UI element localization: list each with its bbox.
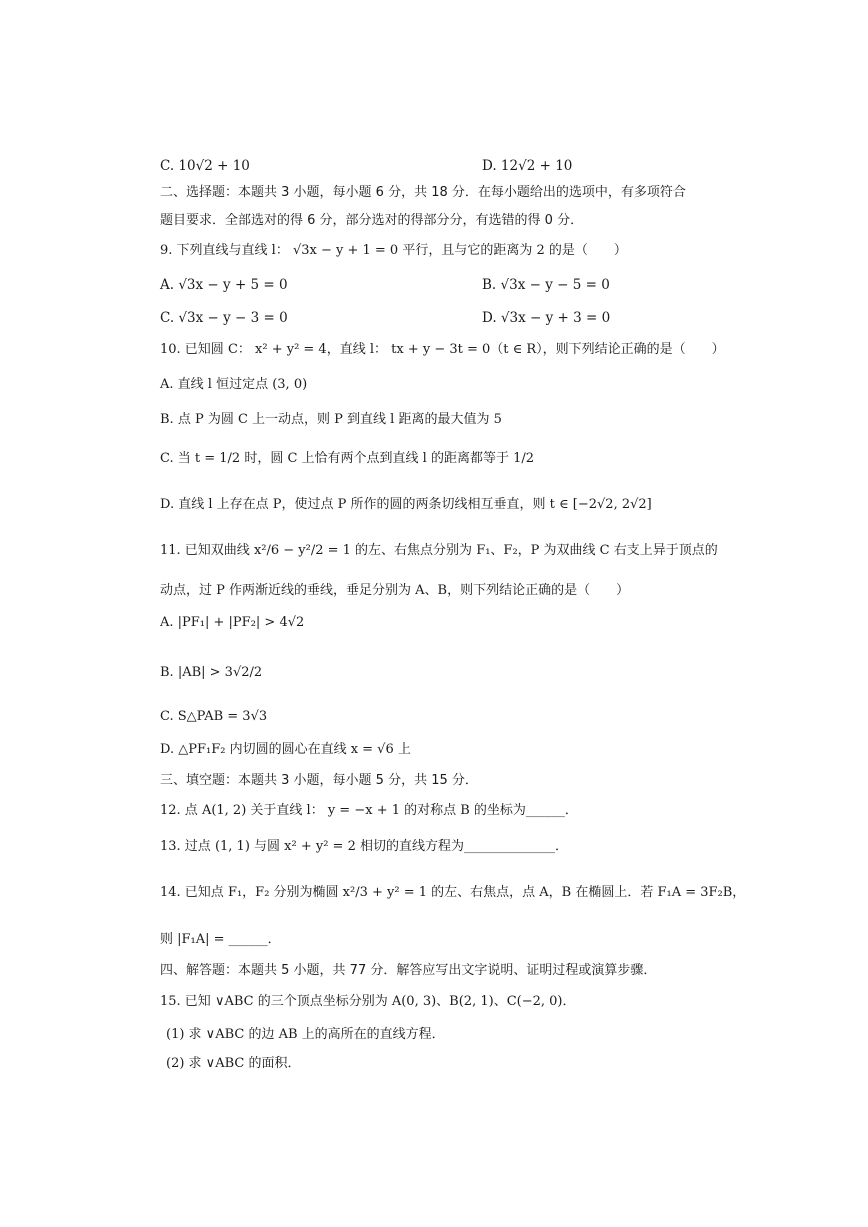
question-15: 15. 已知 ∨ABC 的三个顶点坐标分别为 A(0, 3)、B(2, 1)、C(−2, 0)． <box>160 994 576 1009</box>
question-9: 9. 下列直线与直线 l： √3x − y + 1 = 0 平行，且与它的距离为 2 的是（ ） <box>160 243 627 258</box>
option-d-q10: D. 直线 l 上存在点 P，使过点 P 所作的圆的两条切线相互垂直，则 t ∈ [−2√2, 2√2] <box>160 497 652 512</box>
question-11-cont: 动点，过 P 作两渐近线的垂线，垂足分别为 A、B，则下列结论正确的是（ ） <box>160 583 630 598</box>
section-3-header: 三、填空题：本题共 3 小题，每小题 5 分，共 15 分． <box>160 773 478 788</box>
section-2-header-cont: 题目要求．全部选对的得 6 分，部分选对的得部分分，有选错的得 0 分． <box>160 213 584 228</box>
question-13: 13. 过点 (1, 1) 与圆 x² + y² = 2 相切的直线方程为______________． <box>160 839 568 854</box>
question-14: 14. 已知点 F₁，F₂ 分别为椭圆 x²/3 + y² = 1 的左、右焦点，点 A，B 在椭圆上．若 F₁A = 3F₂B， <box>160 885 746 900</box>
option-c-q10: C. 当 t = 1/2 时，圆 C 上恰有两个点到直线 l 的距离都等于 1/2 <box>160 451 535 466</box>
question-11: 11. 已知双曲线 x²/6 − y²/2 = 1 的左、右焦点分别为 F₁、F₂，P 为双曲线 C 右支上异于顶点的 <box>160 543 718 558</box>
option-a-q10: A. 直线 l 恒过定点 (3, 0) <box>160 377 308 392</box>
question-12: 12. 点 A(1, 2) 关于直线 l： y = −x + 1 的对称点 B 的坐标为______． <box>160 803 578 818</box>
question-15-part-2: (2) 求 ∨ABC 的面积． <box>166 1056 301 1071</box>
question-10: 10. 已知圆 C： x² + y² = 4，直线 l： tx + y − 3t = 0（t ∈ R），则下列结论正确的是（ ） <box>160 342 725 357</box>
option-d-q11: D. △PF₁F₂ 内切圆的圆心在直线 x = √6 上 <box>160 742 411 757</box>
question-15-part-1: (1) 求 ∨ABC 的边 AB 上的高所在的直线方程． <box>166 1027 445 1042</box>
section-4-header: 四、解答题：本题共 5 小题，共 77 分．解答应写出文字说明、证明过程或演算步骤． <box>160 963 657 978</box>
option-c-q11: C. S△PAB = 3√3 <box>160 709 268 724</box>
option-b-q10: B. 点 P 为圆 C 上一动点，则 P 到直线 l 距离的最大值为 5 <box>160 412 502 427</box>
option-c-q9: C. √3x − y − 3 = 0 <box>160 310 288 326</box>
option-d-q9: D. √3x − y + 3 = 0 <box>482 310 611 326</box>
option-b-q11: B. |AB| > 3√2/2 <box>160 665 263 680</box>
section-2-header: 二、选择题：本题共 3 小题，每小题 6 分，共 18 分．在每小题给出的选项中，有多项符合 <box>160 185 686 200</box>
option-a-q9: A. √3x − y + 5 = 0 <box>160 277 288 293</box>
option-b-q9: B. √3x − y − 5 = 0 <box>482 277 610 293</box>
option-c-q8: C. 10√2 + 10 <box>160 158 250 174</box>
question-14-cont: 则 |F₁A| = ______． <box>160 932 281 947</box>
option-d-q8: D. 12√2 + 10 <box>482 158 573 174</box>
option-a-q11: A. |PF₁| + |PF₂| > 4√2 <box>160 615 305 630</box>
